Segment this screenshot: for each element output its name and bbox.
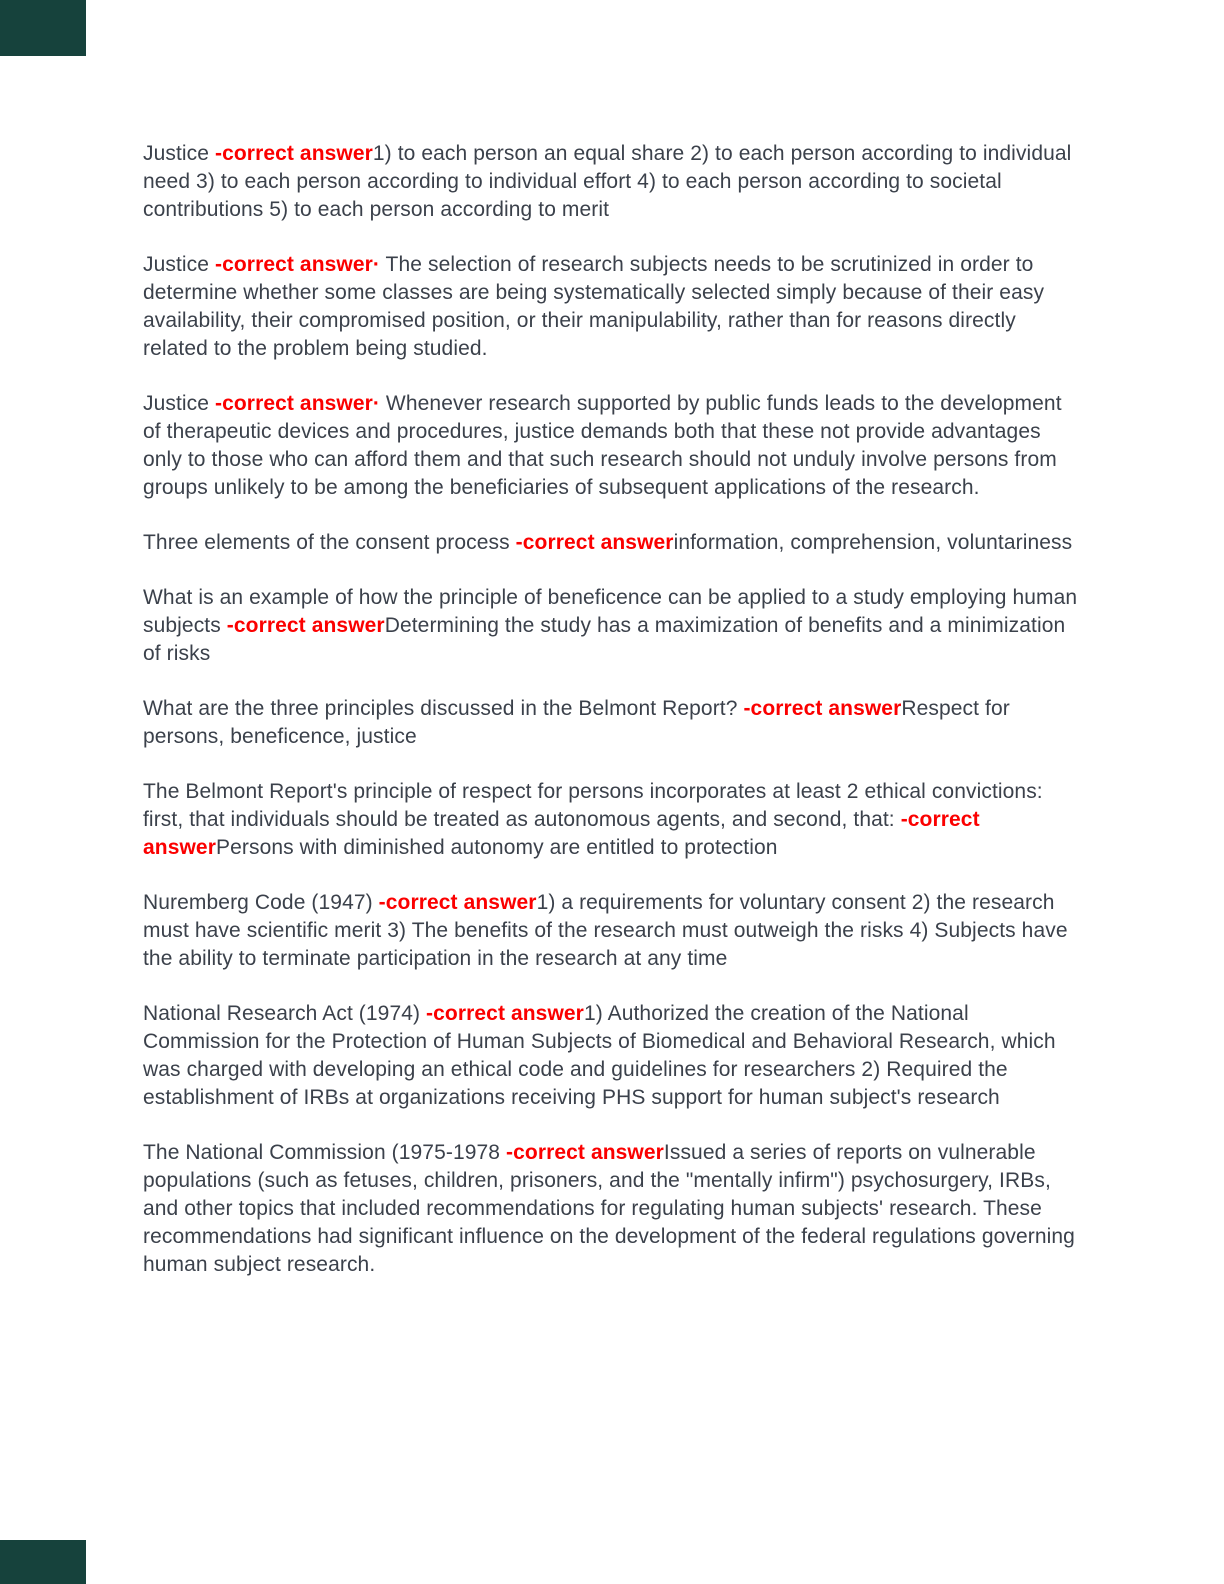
paragraph bbox=[143, 584, 1085, 668]
paragraph bbox=[143, 529, 1085, 557]
correct-answer-marker: -correct answer bbox=[378, 891, 537, 914]
paragraph bbox=[143, 889, 1085, 973]
correct-answer-marker: -correct answer· bbox=[215, 392, 380, 415]
paragraph-text: Persons with diminished autonomy are entitled to protection bbox=[215, 836, 778, 859]
paragraph-text: The selection of research subjects needs to be scrutinized in order to determine whether some classes are being systematically selected simply because of their easy availability, their compromised position, or their manipulability, rather than for reasons directly related to the problem being studied. bbox=[143, 253, 1045, 360]
correct-answer-marker: -correct answer bbox=[515, 531, 674, 554]
paragraph-text: What are the three principles discussed in the Belmont Report? bbox=[143, 697, 744, 720]
correct-answer-marker: -correct answer bbox=[143, 808, 980, 859]
paragraph-text: information, comprehension, voluntariness bbox=[673, 531, 1073, 554]
paragraph bbox=[143, 778, 1085, 862]
correct-answer-marker: -correct answer bbox=[215, 142, 373, 165]
paragraph bbox=[143, 695, 1085, 751]
document-content bbox=[143, 140, 1085, 1306]
paragraph-text: The National Commission (1975-1978 bbox=[143, 1141, 507, 1164]
paragraph-text: The Belmont Report's principle of respect for persons incorporates at least 2 ethical convictions: first, that individuals should be treated as autonomous agents, and second, that: bbox=[143, 780, 1043, 831]
paragraph bbox=[143, 390, 1085, 502]
paragraph bbox=[143, 140, 1085, 224]
paragraph-text: Issued a series of reports on vulnerable populations (such as fetuses, children, prisoners, and the "mentally infirm") psychosurgery, IRBs, and other topics that included recommendations for regulating human subjects' research. These recommendations had significant influence on the development of the federal regulations governing human subject research. bbox=[143, 1141, 1075, 1276]
paragraph-text: Justice bbox=[143, 253, 215, 276]
paragraph-text: 1) Authorized the creation of the National Commission for the Protection of Human Subjects of Biomedical and Behavioral Research, which was charged with developing an ethical code and guidelines for researchers 2) Required the establishment of IRBs at organizations receiving PHS support for human subject's research bbox=[143, 1002, 1056, 1109]
paragraph-text: Justice bbox=[143, 142, 215, 165]
paragraph-text: What is an example of how the principle of beneficence can be applied to a study employing human subjects bbox=[143, 586, 1078, 637]
paragraph-text: Justice bbox=[143, 392, 215, 415]
paragraph bbox=[143, 1139, 1085, 1279]
paragraph bbox=[143, 251, 1085, 363]
page-corner-top-left bbox=[0, 0, 86, 56]
paragraph-text: Whenever research supported by public funds leads to the development of therapeutic devices and procedures, justice demands both that these not provide advantages only to those who can afford them and that such research should not unduly involve persons from groups unlikely to be among the beneficiaries of subsequent applications of the research. bbox=[143, 392, 1062, 499]
correct-answer-marker: -correct answer· bbox=[215, 253, 380, 276]
paragraph-text: 1) to each person an equal share 2) to each person according to individual need 3) to each person according to individual effort 4) to each person according to societal contributions 5) to each person according to merit bbox=[143, 142, 1072, 221]
page-corner-bottom-left bbox=[0, 1540, 86, 1584]
paragraph-text: Three elements of the consent process bbox=[143, 531, 516, 554]
correct-answer-marker: -correct answer bbox=[226, 614, 385, 637]
correct-answer-marker: -correct answer bbox=[426, 1002, 584, 1025]
paragraph bbox=[143, 1000, 1085, 1112]
correct-answer-marker: -correct answer bbox=[743, 697, 902, 720]
correct-answer-marker: -correct answer bbox=[506, 1141, 664, 1164]
paragraph-text: Determining the study has a maximization of benefits and a minimization of risks bbox=[143, 614, 1066, 665]
paragraph-text: 1) a requirements for voluntary consent 2) the research must have scientific merit 3) The benefits of the research must outweigh the risks 4) Subjects have the ability to terminate participation in the research at any time bbox=[143, 891, 1068, 970]
paragraph-text: Respect for persons, beneficence, justice bbox=[143, 697, 1010, 748]
paragraph-text: Nuremberg Code (1947) bbox=[143, 891, 379, 914]
paragraph-text: National Research Act (1974) bbox=[143, 1002, 427, 1025]
